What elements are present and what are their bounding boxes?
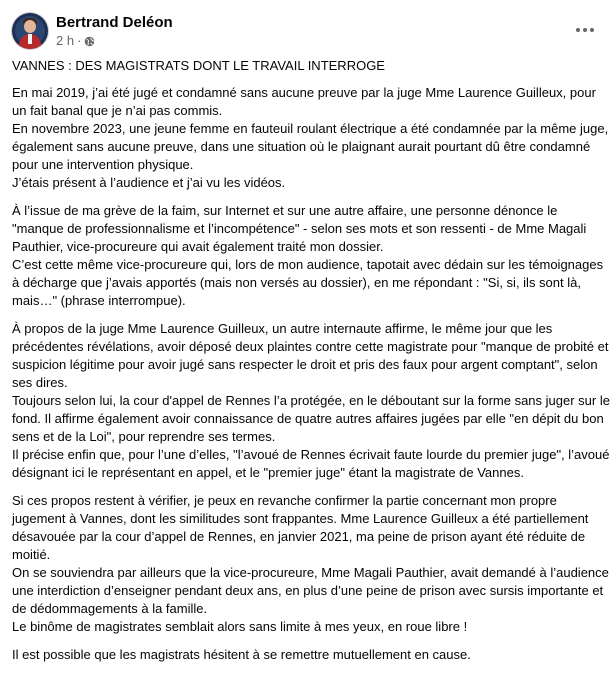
post-text: [12, 57, 610, 674]
post-paragraph-1: En mai 2019, j’ai été jugé et condamné sans aucune preuve par la juge Mme Laurence Guilleux, pour un fait banal que je n’ai pas commis. En novembre 2023, une jeune femme en fauteuil roulant électrique a été condamnée par la même juge, également sans aucune preuve, dans une situation où le plaignant aurait pourtant dû être condamné pour une intervention physique. J’étais présent à l’audience et j’ai vu les vidéos.: [12, 85, 609, 190]
post-paragraph-5: Il est possible que les magistrats hésitent à se remettre mutuellement en cause.: [12, 647, 471, 662]
post-paragraph-3: À propos de la juge Mme Laurence Guilleux, un autre internaute affirme, le même jour que les précédentes révélations, avoir déposé deux plaintes contre cette magistrate pour "manque de probité et suspicion légitime pour avoir jugé sans respecter le droit et pris des faux pour argent comptant", selon ses dires. Toujours selon lui, la cour d'appel de Rennes l’a protégée, en le déboutant sur la forme sans juger sur le fond. Il affirme également avoir connaissance de quatre autres affaires jugées par elle "en dépit du bon sens et de la Loi", pour reprendre ses termes. Il précise enfin que, pour l’une d’elles, "l’avoué de Rennes écrivait faute lourde du premier juge", l’avoué désignant ici le représentant en appel, et le "premier juge" étant la magistrate de Vannes.: [12, 321, 610, 480]
post-title: VANNES : DES MAGISTRATS DONT LE TRAVAIL INTERROGE: [12, 58, 385, 73]
meta-separator: ·: [77, 33, 82, 48]
author-name[interactable]: Bertrand Deléon: [56, 14, 173, 31]
post-paragraph-4: Si ces propos restent à vérifier, je peux en revanche confirmer la partie concernant mon propre jugement à Vannes, dont les similitudes sont frappantes. Mme Laurence Guilleux a été partiellement désavouée par la cour d’appel de Rennes, en janvier 2021, ma peine de prison ayant été réduite de moitié. On se souviendra par ailleurs que la vice-procureure, Mme Magali Pauthier, avait demandé à l’audience une interdiction d’enseigner pendant deux ans, en plus d’une peine de prison avec sursis importante et de dédommagements à la famille. Le binôme de magistrates semblait alors sans limite à mes yeux, en roue libre !: [12, 493, 609, 634]
globe-icon[interactable]: [84, 36, 95, 47]
post-header: [12, 12, 603, 52]
post-meta: [56, 33, 95, 49]
post-paragraph-2: À l’issue de ma grève de la faim, sur Internet et sur une autre affaire, une personne dénonce le "manque de professionnalisme et l’incompétence" - selon ses mots et son ressenti - de Mme Magali Pauthier, vice-procureure qui avait également traité mon dossier. C’est cette même vice-procureure qui, lors de mon audience, tapotait avec dédain sur les témoignages à décharge que j’avais apportés (mais non versés au dossier), en me répondant : "Si, si, ils sont là, mais…" (phrase interrompue).: [12, 203, 604, 308]
post-time[interactable]: 2 h: [56, 33, 75, 48]
more-options-icon[interactable]: [569, 16, 601, 44]
avatar[interactable]: [12, 13, 48, 49]
